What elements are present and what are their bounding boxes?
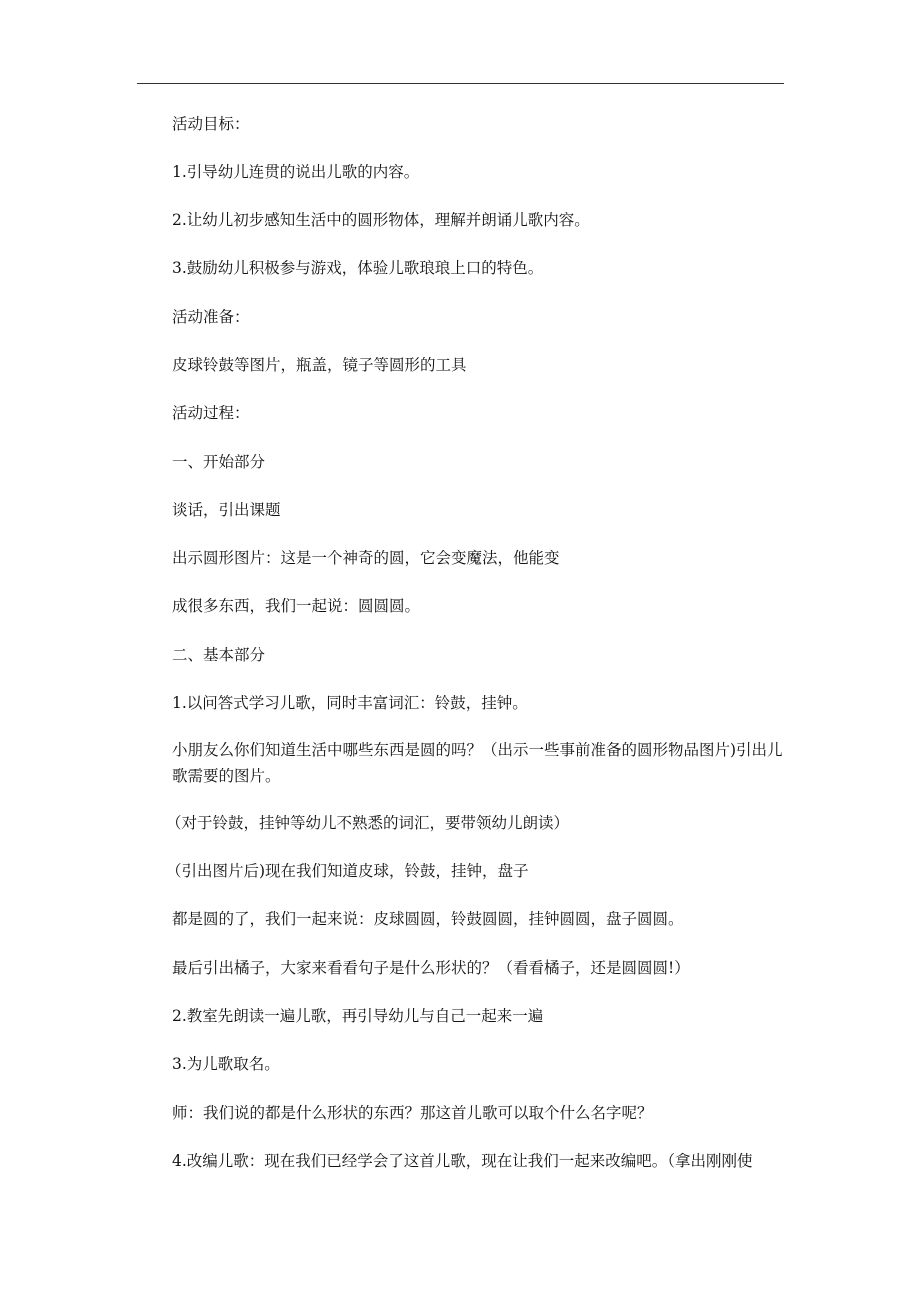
basic-item-4: 4.改编儿歌：现在我们已经学会了这首儿歌，现在让我们一起来改编吧。（拿出刚刚使 <box>172 1152 753 1170</box>
goal-item-2: 2.让幼儿初步感知生活中的圆形物体，理解并朗诵儿歌内容。 <box>172 211 590 229</box>
basic-item-1: 1.以问答式学习儿歌，同时丰富词汇：铃鼓，挂钟。 <box>172 694 528 712</box>
goal-item-1: 1.引导幼儿连贯的说出儿歌的内容。 <box>172 163 420 181</box>
basic-note-vocabulary: （对于铃鼓，挂钟等幼儿不熟悉的词汇，要带领幼儿朗读） <box>166 814 570 832</box>
basic-item-3: 3.为儿歌取名。 <box>172 1055 280 1073</box>
section-heading-process: 活动过程： <box>172 404 250 422</box>
goal-item-3: 3.鼓励幼儿积极参与游戏，体验儿歌琅琅上口的特色。 <box>172 259 544 277</box>
header-rule <box>137 83 784 84</box>
basic-all-round: 都是圆的了，我们一起来说：皮球圆圆，铃鼓圆圆，挂钟圆圆，盘子圆圆。 <box>172 910 684 928</box>
basic-teacher-question: 师：我们说的都是什么形状的东西？那这首儿歌可以取个什么名字呢？ <box>172 1104 653 1122</box>
section-heading-preparation: 活动准备： <box>172 308 250 326</box>
start-show-picture-cont: 成很多东西，我们一起说：圆圆圆。 <box>172 597 421 615</box>
part-heading-basic: 二、基本部分 <box>172 646 266 664</box>
basic-question-paragraph: 小朋友么你们知道生活中哪些东西是圆的吗？（出示一些事前准备的圆形物品图片)引出儿歌需要的图片。 <box>172 741 783 785</box>
section-heading-goals: 活动目标： <box>172 115 250 133</box>
start-show-picture: 出示圆形图片：这是一个神奇的圆，它会变魔法，他能变 <box>172 549 560 567</box>
basic-orange: 最后引出橘子，大家来看看句子是什么形状的？（看看橘子，还是圆圆圆!） <box>172 959 690 977</box>
basic-after-pictures: （引出图片后)现在我们知道皮球，铃鼓，挂钟，盘子 <box>166 862 529 880</box>
part-heading-start: 一、开始部分 <box>172 453 266 471</box>
start-talk: 谈话，引出课题 <box>172 501 281 519</box>
basic-item-2: 2.教室先朗读一遍儿歌，再引导幼儿与自己一起来一遍 <box>172 1007 544 1025</box>
preparation-text: 皮球铃鼓等图片，瓶盖，镜子等圆形的工具 <box>172 356 467 374</box>
